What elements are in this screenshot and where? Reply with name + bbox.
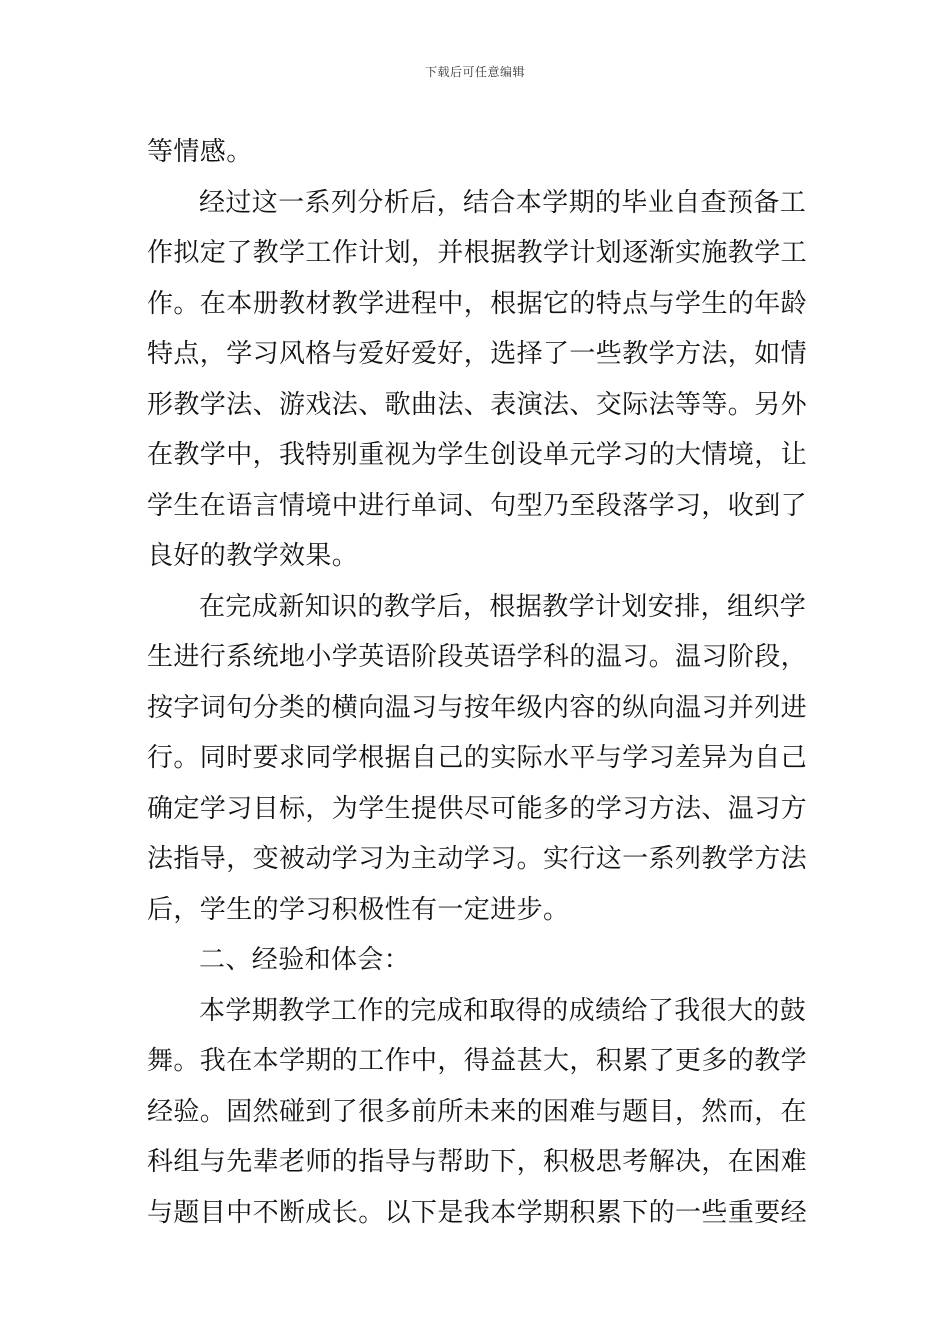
text-line: 在教学中，我特别重视为学生创设单元学习的大情境，让	[147, 440, 808, 470]
text-line: 生进行系统地小学英语阶段英语学科的温习。温习阶段，	[147, 642, 808, 672]
text-line: 等情感。	[147, 137, 253, 167]
text-line: 行。同时要求同学根据自己的实际水平与学习差异为自己	[147, 743, 808, 773]
text-line: 与题目中不断成长。以下是我本学期积累下的一些重要经	[147, 1197, 808, 1228]
text-line: 学生在语言情境中进行单词、句型乃至段落学习，收到了	[147, 490, 808, 521]
text-line: 后，学生的学习积极性有一定进步。	[147, 894, 570, 925]
paragraph-start-line: 经过这一系列分析后，结合本学期的毕业自查预备工	[199, 187, 807, 218]
text-line: 作拟定了教学工作计划，并根据教学计划逐渐实施教学工	[147, 238, 808, 268]
text-line: 科组与先辈老师的指导与帮助下，积极思考解决，在困难	[147, 1147, 808, 1177]
paragraph-start-line: 本学期教学工作的完成和取得的成绩给了我很大的鼓	[199, 995, 807, 1026]
body-text	[147, 127, 809, 1238]
text-line: 特点，学习风格与爱好爱好，选择了一些教学方法，如情	[147, 339, 808, 369]
text-line: 按字词句分类的横向温习与按年级内容的纵向温习并列进	[147, 692, 808, 723]
page-header: 下载后可任意编辑	[424, 65, 525, 79]
text-line: 舞。我在本学期的工作中，得益甚大，积累了更多的教学	[147, 1046, 808, 1076]
text-line: 形教学法、游戏法、歌曲法、表演法、交际法等等。另外	[147, 389, 808, 420]
text-line: 经验。固然碰到了很多前所未来的困难与题目，然而，在	[147, 1096, 808, 1127]
text-line: 法指导，变被动学习为主动学习。实行这一系列教学方法	[147, 844, 808, 874]
section-heading: 二、经验和体会：	[199, 945, 411, 975]
paragraph-start-line: 在完成新知识的教学后，根据教学计划安排，组织学	[199, 591, 807, 622]
text-line: 作。在本册教材教学进程中，根据它的特点与学生的年龄	[147, 288, 808, 319]
text-line: 确定学习目标，为学生提供尽可能多的学习方法、温习方	[147, 793, 808, 824]
text-line: 良好的教学效果。	[147, 541, 359, 571]
